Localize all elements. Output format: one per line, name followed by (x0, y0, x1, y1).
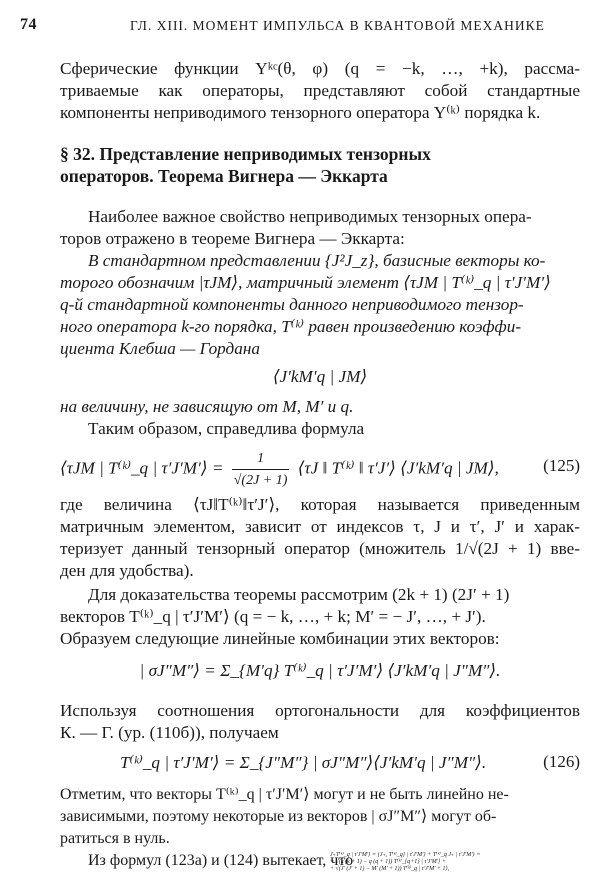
final-equation-line-3: + √(J′ (J′ + 1) − M′ (M′ + 1)) T⁽ᵏ⁾_q | τ′J′M′ + 1⟩, (330, 866, 450, 872)
para1-line-1: Наиболее важное свойство неприводимых тензорных опера- (88, 207, 532, 226)
theorem-line-4: ного оператора k-го порядка, T⁽ᵏ⁾ равен произведению коэффи- (60, 317, 522, 336)
para3-line-2: матричным элементом, зависит от индексов τ, J и τ′, J′ и харак- (60, 517, 580, 536)
theorem-line-3: q-й стандартной компоненты данного неприводимого тензор- (60, 295, 524, 314)
para1-line-2: торов отражено в теореме Вигнера — Эккарта: (60, 229, 405, 248)
clebsch-gordan-formula: ⟨J′kM′q | JM⟩ (272, 367, 368, 386)
running-header (20, 10, 575, 34)
intro-line-3: компоненты неприводимого тензорного оператора Y⁽ᵏ⁾ порядка k. (60, 103, 541, 122)
running-title: ГЛ. XIII. МОМЕНТ ИМПУЛЬСА В КВАНТОВОЙ МЕХАНИКЕ (130, 18, 545, 33)
para2: Таким образом, справедлива формула (88, 419, 365, 438)
section-title-line-1: § 32. Представление неприводимых тензорных (60, 144, 431, 164)
final-equation-line-1: J₊T⁽ᵏ⁾_q | τ′J′M′⟩ = [J₊, T⁽ᵏ⁾_q] | τ′J′M′⟩ + T⁽ᵏ⁾_q J₊ | τ′J′M′⟩ = (330, 852, 481, 858)
equation-sigma: | σJ″M″⟩ = Σ_{M′q} T⁽ᵏ⁾_q | τ′J′M′⟩ ⟨J′kM′q | J″M″⟩. (139, 661, 501, 680)
para5-line-1: Используя соотношения ортогональности для коэффициентов (60, 701, 580, 720)
para4-line-3: Образуем следующие линейные комбинации этих векторов: (60, 629, 500, 648)
para6-line-1: Отметим, что векторы T⁽ᵏ⁾_q | τ′J′M′⟩ могут и не быть линейно не- (60, 786, 509, 803)
para3-line-1: где величина ⟨τJ‖T⁽ᵏ⁾‖τ′J′⟩, которая называется приведенным (60, 495, 580, 514)
eq125-fraction (232, 448, 290, 491)
theorem-line-5: циента Клебша — Гордана (60, 339, 260, 358)
theorem-end: на величину, не зависящую от M, M′ и q. (60, 397, 354, 416)
page-number: 74 (20, 16, 37, 33)
eq125-lhs: ⟨τJM | T⁽ᵏ⁾_q | τ′J′M′⟩ = (60, 458, 224, 478)
eq125-frac-num: 1 (232, 448, 290, 470)
para3-line-4: ден для удобства). (60, 561, 194, 580)
para5-line-2: К. — Г. (ур. (110б)), получаем (60, 723, 279, 742)
para4-line-2: векторов T⁽ᵏ⁾_q | τ′J′M′⟩ (q = − k, …, + k; M′ = − J′, …, + J′). (60, 607, 486, 626)
final-equation-line-2: = √(k (k + 1) − q (q + 1)) T⁽ᵏ⁾_{q+1} | τ′J′M′⟩ + (330, 859, 446, 865)
theorem-line-2: торого обозначим |τJM⟩, матричный элемент ⟨τJM | T⁽ᵏ⁾_q | τ′J′M′⟩ (60, 273, 551, 292)
para3-line-3: теризует данный тензорный оператор (множитель 1/√(2J + 1) вве- (60, 539, 580, 558)
eq125-number: (125) (543, 456, 580, 475)
final-equation-strip (330, 852, 590, 874)
eq125-frac-den: √(2J + 1) (233, 473, 288, 488)
eq125-rhs: ⟨τJ ‖ T⁽ᵏ⁾ ‖ τ′J′⟩ ⟨J′kM′q | JM⟩, (297, 458, 499, 478)
theorem-line-1: В стандартном представлении {J²J_z}, базисные векторы ко- (88, 251, 546, 270)
eq126-number: (126) (543, 752, 580, 771)
equation-126: T⁽ᵏ⁾_q | τ′J′M′⟩ = Σ_{J″M″} | σJ″M″⟩⟨J′kM′q | J″M″⟩. (120, 753, 487, 772)
intro-line-1: Сферические функции Yᵏᶜ(θ, φ) (q = −k, …, +k), рассма- (60, 59, 580, 78)
para7: Из формул (123а) и (124) вытекает, что (88, 852, 354, 869)
intro-line-2: триваемые как операторы, представляют собой стандартные (60, 81, 580, 100)
equation-125 (60, 448, 530, 491)
section-title-line-2: операторов. Теорема Вигнера — Эккарта (60, 166, 388, 186)
para6-line-3: ратиться в нуль. (60, 830, 170, 847)
para4-line-1: Для доказательства теоремы рассмотрим (2k + 1) (2J′ + 1) (88, 585, 510, 604)
para6-line-2: зависимыми, поэтому некоторые из векторов | σJ″M″⟩ могут об- (60, 808, 497, 825)
